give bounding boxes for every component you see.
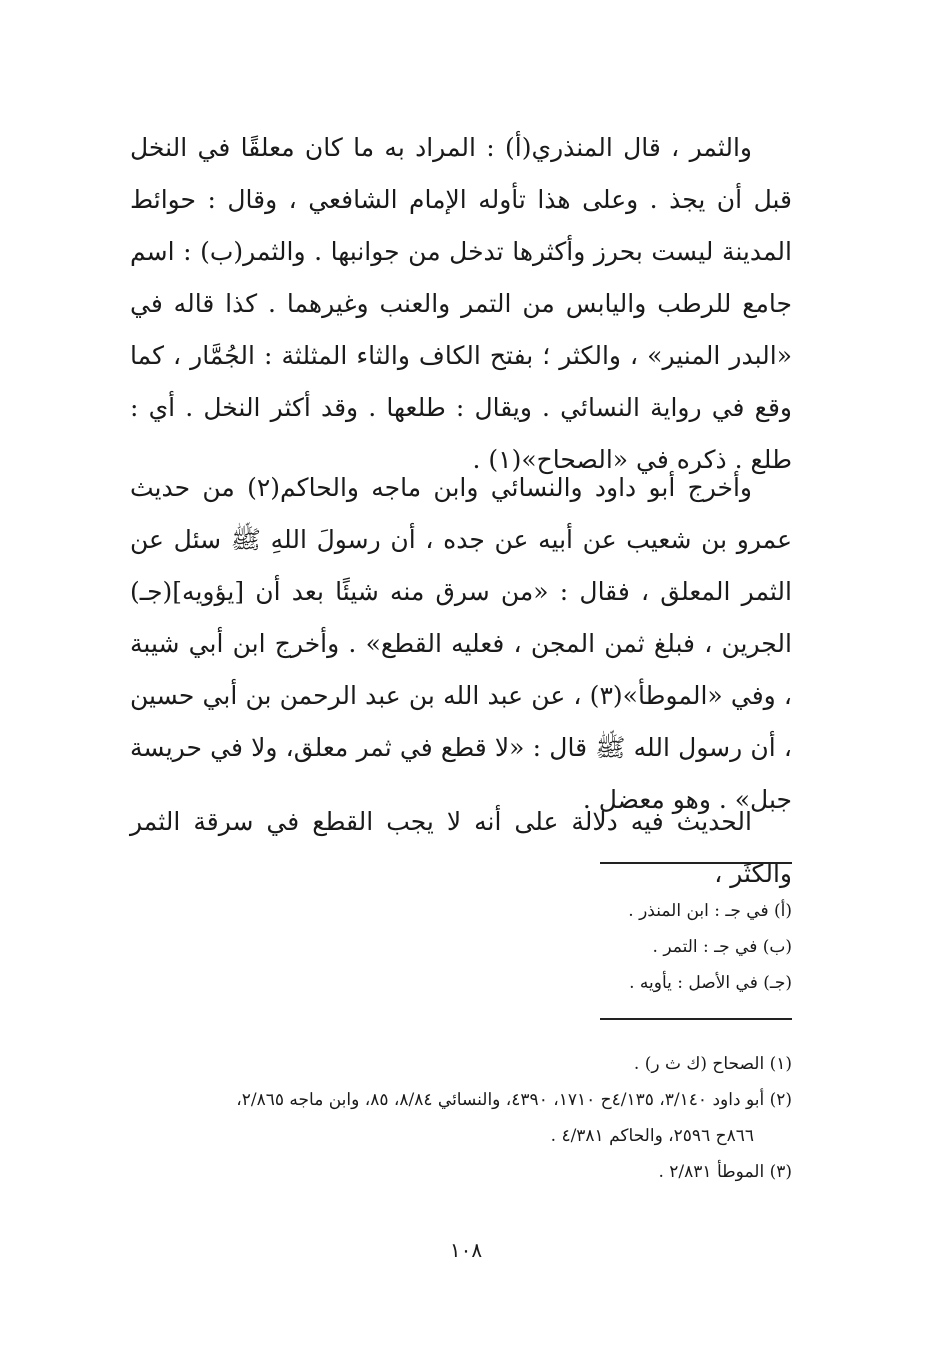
paragraph-text: والثمر ، قال المنذري(أ) : المراد به ما كان معلقًا في النخل قبل أن يجذ . وعلى هذا تأوله الإمام الشافعي ، وقال : حوائط المدينة ليست بحرز وأكثرها تدخل من جوانبها . والثمر(ب) : اسم جامع للرطب واليابس من التمر والعنب وغيرهما . كذا قاله في «البدر المنير» ، والكثر ؛ بفتح الكاف والثاء المثلثة : الجُمَّار ، كما وقع في رواية النسائي . ويقال : طلعها . وقد أكثر النخل . أي : طلع . ذكره في «الصحاح»(١) . [130,133,792,474]
footnote-divider-references [600,1018,792,1020]
footnote-3: (٣) الموطأ ٢/٨٣١ . [658,1162,792,1182]
variant-note-c: (جـ) في الأصل : يأويه . [629,973,792,993]
variant-notes [130,893,792,1001]
footnote-1: (١) الصحاح (ك ث ر) . [633,1054,792,1074]
reference-footnotes [130,1046,792,1190]
variant-note-b: (ب) في جـ : التمر . [652,937,792,957]
main-text-paragraph-3 [130,796,792,900]
footnote-2: (٢) أبو داود ٣/١٤٠، ٤/١٣٥ح ١٧١٠، ٤٣٩٠، والنسائي ٨/٨٤، ٨٥، وابن ماجه ٢/٨٦٥، [236,1090,792,1110]
variant-note-a: (أ) في جـ : ابن المنذر . [628,901,792,921]
paragraph-text: وأخرج أبو داود والنسائي وابن ماجه والحاكم(٢) من حديث عمرو بن شعيب عن أبيه عن جده ، أن رسولَ اللهِ ﷺ سئل عن الثمر المعلق ، فقال : «من سرق منه شيئًا بعد أن [يؤويه](جـ) الجرين ، فبلغ ثمن المجن ، فعليه القطع» . وأخرج ابن أبي شيبة ، وفي «الموطأ»(٣) ، عن عبد الله بن عبد الرحمن بن أبي حسين ، أن رسول الله ﷺ قال : «لا قطع في ثمر معلق، ولا في حريسة جبل» . وهو معضل . [130,473,792,814]
paragraph-text: الحديث فيه دلالة على أنه لا يجب القطع في سرقة الثمر والكثَر ، [130,807,792,888]
footnote-2-continued: ٨٦٦ح ٢٥٩٦، والحاكم ٤/٣٨١ . [550,1126,754,1146]
main-text-paragraph-1 [130,122,792,486]
main-text-paragraph-2 [130,462,792,826]
footnote-divider-variants [600,862,792,864]
page-number: ١٠٨ [449,1238,483,1262]
